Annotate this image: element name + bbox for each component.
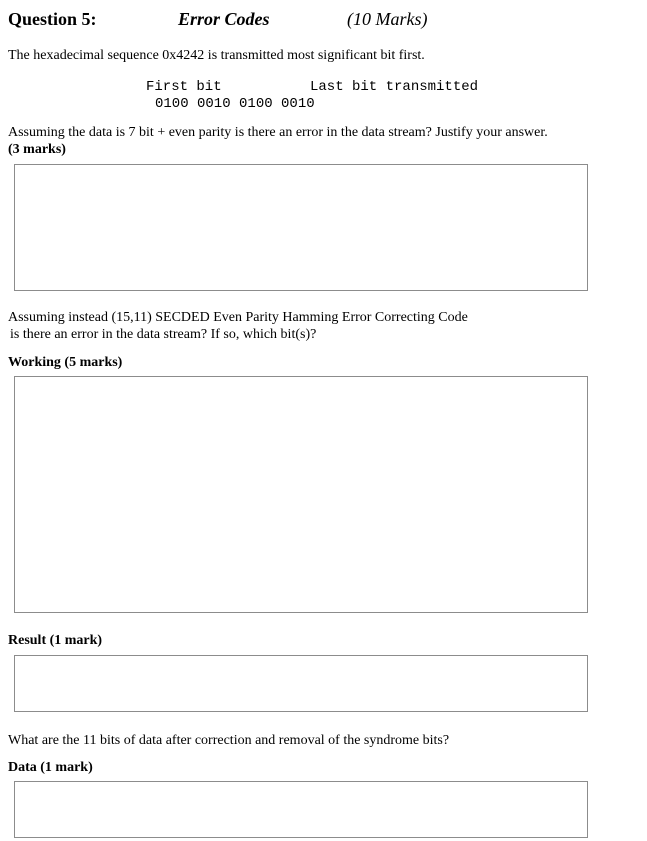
result-answer-box[interactable] xyxy=(14,655,588,712)
data-label: Data (1 mark) xyxy=(8,760,93,775)
first-bit-label: First bit xyxy=(146,79,222,95)
last-bit-label: Last bit transmitted xyxy=(310,79,479,95)
question-total-marks: (10 Marks) xyxy=(347,9,428,29)
bit-sequence: 0100 0010 0100 0010 xyxy=(155,96,315,112)
working-answer-box[interactable] xyxy=(14,376,588,613)
part-a-answer-box[interactable] xyxy=(14,164,588,291)
part-b-question-line1: Assuming instead (15,11) SECDED Even Parity Hamming Error Correcting Code xyxy=(8,310,468,325)
question-number: Question 5: xyxy=(8,9,97,29)
part-a-marks: (3 marks) xyxy=(8,142,66,157)
part-a-question: Assuming the data is 7 bit + even parity is there an error in the data stream? Justify your answer. xyxy=(8,125,548,140)
intro-text: The hexadecimal sequence 0x4242 is transmitted most significant bit first. xyxy=(8,48,425,63)
part-c-question: What are the 11 bits of data after correction and removal of the syndrome bits? xyxy=(8,733,450,748)
working-label: Working (5 marks) xyxy=(8,355,123,370)
data-answer-box[interactable] xyxy=(14,781,588,838)
part-b-question-line2: is there an error in the data stream? If so, which bit(s)? xyxy=(10,327,317,342)
question-topic: Error Codes xyxy=(178,9,270,29)
result-label: Result (1 mark) xyxy=(8,633,103,648)
